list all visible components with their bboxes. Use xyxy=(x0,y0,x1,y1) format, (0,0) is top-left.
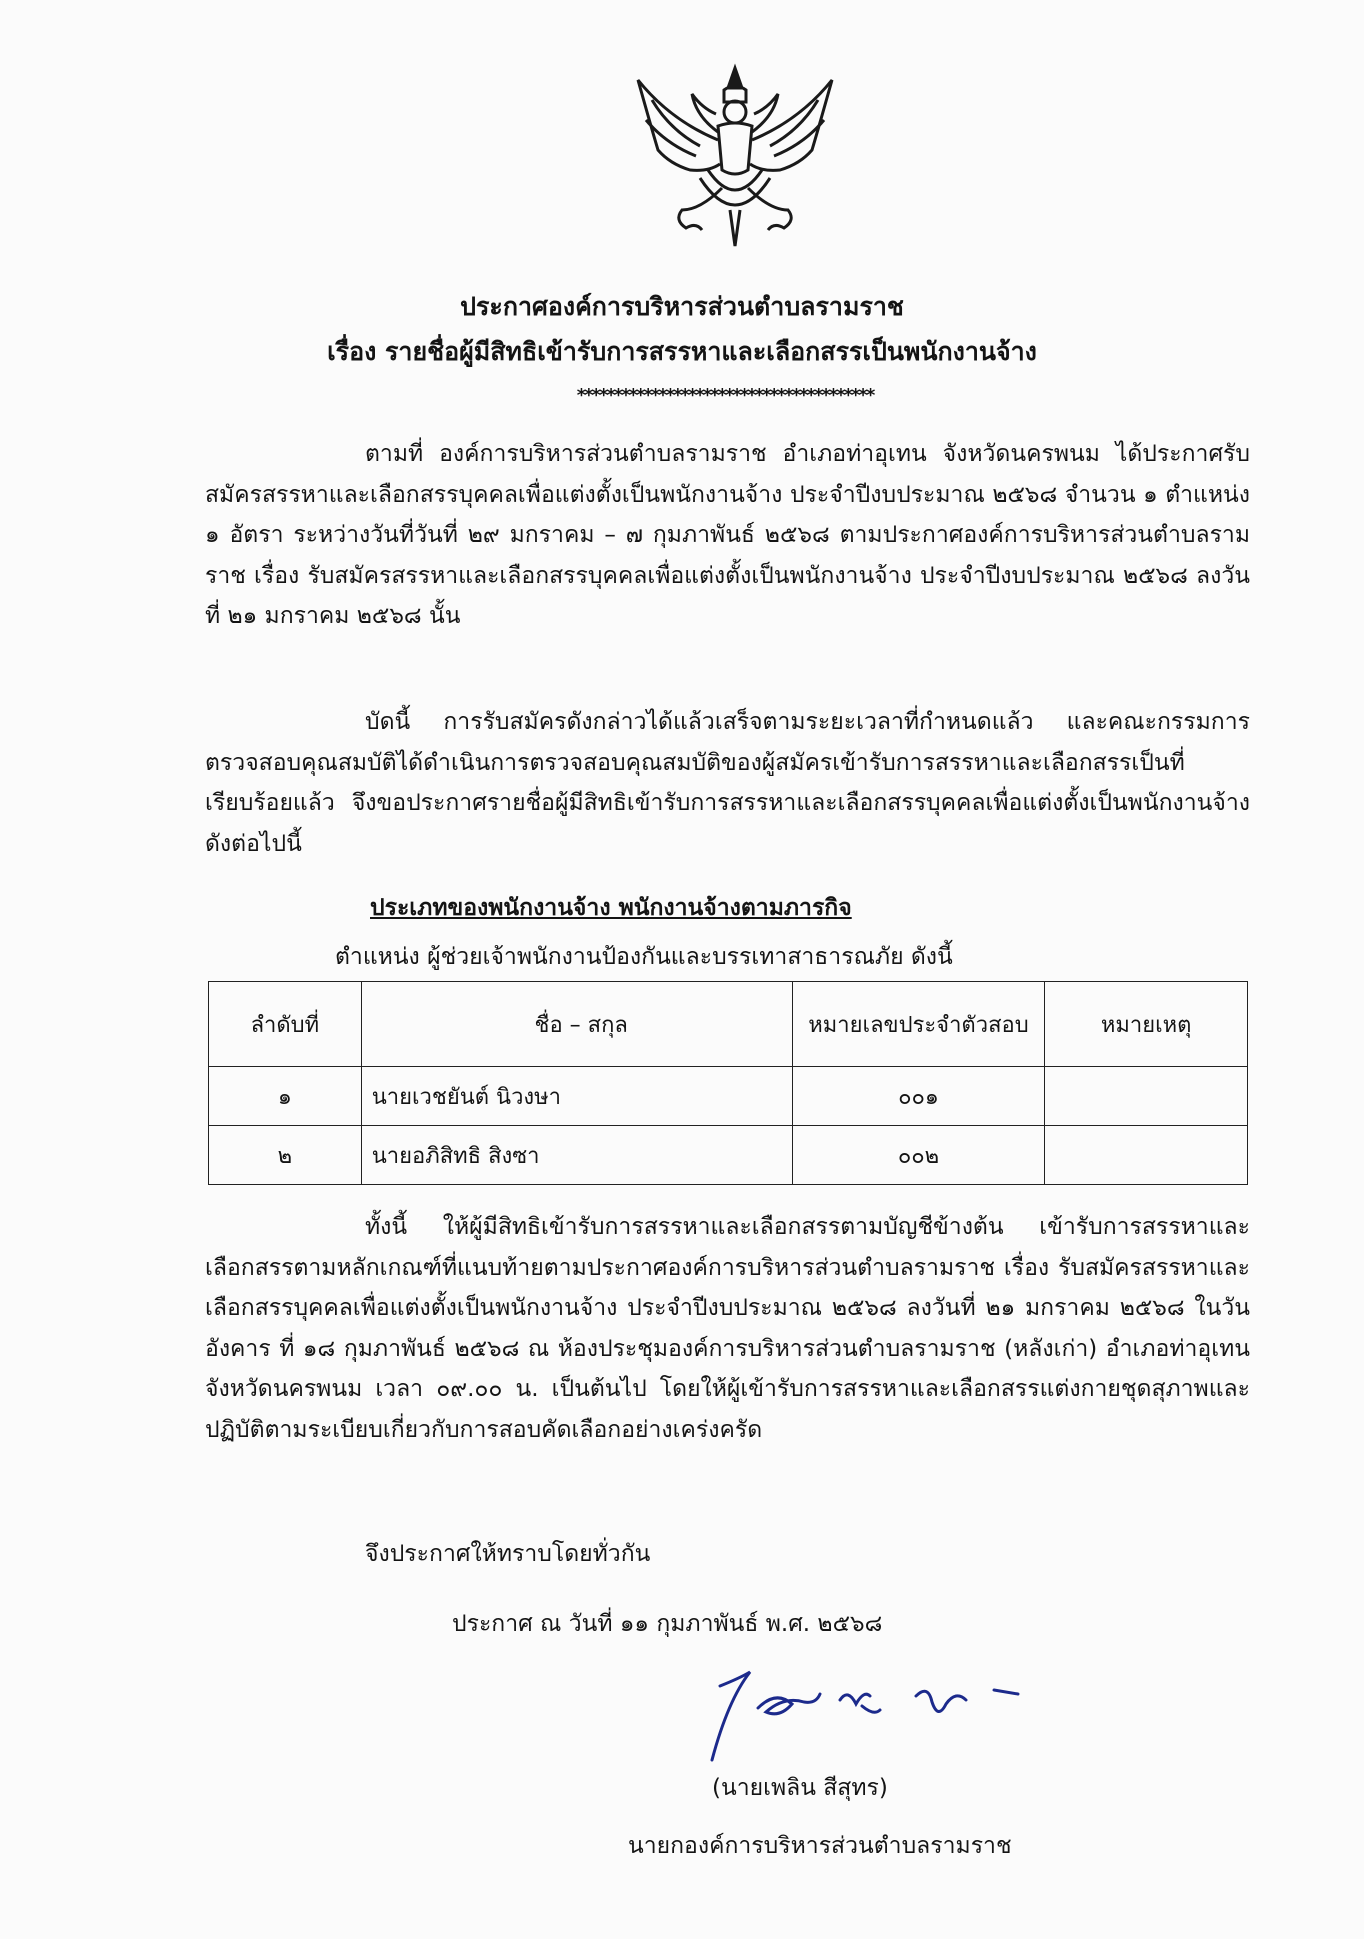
closing-line: จึงประกาศให้ทราบโดยทั่วกัน xyxy=(365,1541,651,1567)
header-name: ชื่อ – สกุล xyxy=(361,982,792,1067)
table-row xyxy=(209,1067,1248,1126)
announcement-subject: เรื่อง รายชื่อผู้มีสิทธิเข้ารับการสรรหาและเลือกสรรเป็นพนักงานจ้าง xyxy=(327,337,1037,366)
header-exam-id: หมายเลขประจำตัวสอบ xyxy=(792,982,1045,1067)
cell-exam-id: ๐๐๒ xyxy=(792,1126,1045,1185)
position-line: ตำแหน่ง ผู้ช่วยเจ้าพนักงานป้องกันและบรรเทาสาธารณภัย ดังนี้ xyxy=(335,944,953,970)
candidates-table xyxy=(208,981,1248,1185)
header-order: ลำดับที่ xyxy=(209,982,362,1067)
cell-order: ๒ xyxy=(209,1126,362,1185)
paragraph-result: บัดนี้ การรับสมัครดังกล่าวได้แล้วเสร็จตามระยะเวลาที่กำหนดแล้ว และคณะกรรมการตรวจสอบคุณสมบัติได้ดำเนินการตรวจสอบคุณสมบัติของผู้สมัครเข้ารับการสรรหาและเลือกสรรเป็นที่เรียบร้อยแล้ว จึงขอประกาศรายชื่อผู้มีสิทธิเข้ารับการสรรหาและเลือกสรรบุคคลเพื่อแต่งตั้งเป็นพนักงานจ้าง ดังต่อไปนี้ xyxy=(205,709,1250,857)
announcement-date: ประกาศ ณ วันที่ ๑๑ กุมภาพันธ์ พ.ศ. ๒๕๖๘ xyxy=(452,1611,883,1637)
signer-title: นายกองค์การบริหารส่วนตำบลรามราช xyxy=(628,1833,1012,1859)
title-separator: **************************************** xyxy=(576,385,874,406)
employee-type-heading: ประเภทของพนักงานจ้าง พนักงานจ้างตามภารกิจ xyxy=(370,895,852,921)
cell-remark xyxy=(1045,1126,1248,1185)
table-header-row xyxy=(209,982,1248,1067)
cell-exam-id: ๐๐๑ xyxy=(792,1067,1045,1126)
table-row xyxy=(209,1126,1248,1185)
cell-remark xyxy=(1045,1067,1248,1126)
handwritten-signature xyxy=(680,1660,1060,1770)
paragraph-background: ตามที่ องค์การบริหารส่วนตำบลรามราช อำเภอท่าอุเทน จังหวัดนครพนม ได้ประกาศรับสมัครสรรหาและเลือกสรรบุคคลเพื่อแต่งตั้งเป็นพนักงานจ้าง ประจำปีงบประมาณ ๒๕๖๘ จำนวน ๑ ตำแหน่ง ๑ อัตรา ระหว่างวันที่วันที่ ๒๙ มกราคม – ๗ กุมภาพันธ์ ๒๕๖๘ ตามประกาศองค์การบริหารส่วนตำบลรามราช เรื่อง รับสมัครสรรหาและเลือกสรรบุคคลเพื่อแต่งตั้งเป็นพนักงานจ้าง ประจำปีงบประมาณ ๒๕๖๘ ลงวันที่ ๒๑ มกราคม ๒๕๖๘ นั้น xyxy=(205,441,1250,629)
cell-name: นายอภิสิทธิ สิงซา xyxy=(361,1126,792,1185)
header-remark: หมายเหตุ xyxy=(1045,982,1248,1067)
paragraph-instructions: ทั้งนี้ ให้ผู้มีสิทธิเข้ารับการสรรหาและเลือกสรรตามบัญชีข้างต้น เข้ารับการสรรหาและเลือกสรรตามหลักเกณฑ์ที่แนบท้ายตามประกาศองค์การบริหารส่วนตำบลรามราช เรื่อง รับสมัครสรรหาและเลือกสรรบุคคลเพื่อแต่งตั้งเป็นพนักงานจ้าง ประจำปีงบประมาณ ๒๕๖๘ ลงวันที่ ๒๑ มกราคม ๒๕๖๘ ในวันอังคาร ที่ ๑๘ กุมภาพันธ์ ๒๕๖๘ ณ ห้องประชุมองค์การบริหารส่วนตำบลรามราช (หลังเก่า) อำเภอท่าอุเทน จังหวัดนครพนม เวลา ๐๙.๐๐ น. เป็นต้นไป โดยให้ผู้เข้ารับการสรรหาและเลือกสรรแต่งกายชุดสุภาพและปฏิบัติตามระเบียบเกี่ยวกับการสอบคัดเลือกอย่างเคร่งครัด xyxy=(205,1214,1250,1443)
signer-name: (นายเพลิน สีสุทร) xyxy=(712,1775,888,1801)
cell-order: ๑ xyxy=(209,1067,362,1126)
garuda-emblem-icon xyxy=(630,60,840,250)
announcement-title: ประกาศองค์การบริหารส่วนตำบลรามราช xyxy=(460,292,904,321)
cell-name: นายเวชยันต์ นิวงษา xyxy=(361,1067,792,1126)
